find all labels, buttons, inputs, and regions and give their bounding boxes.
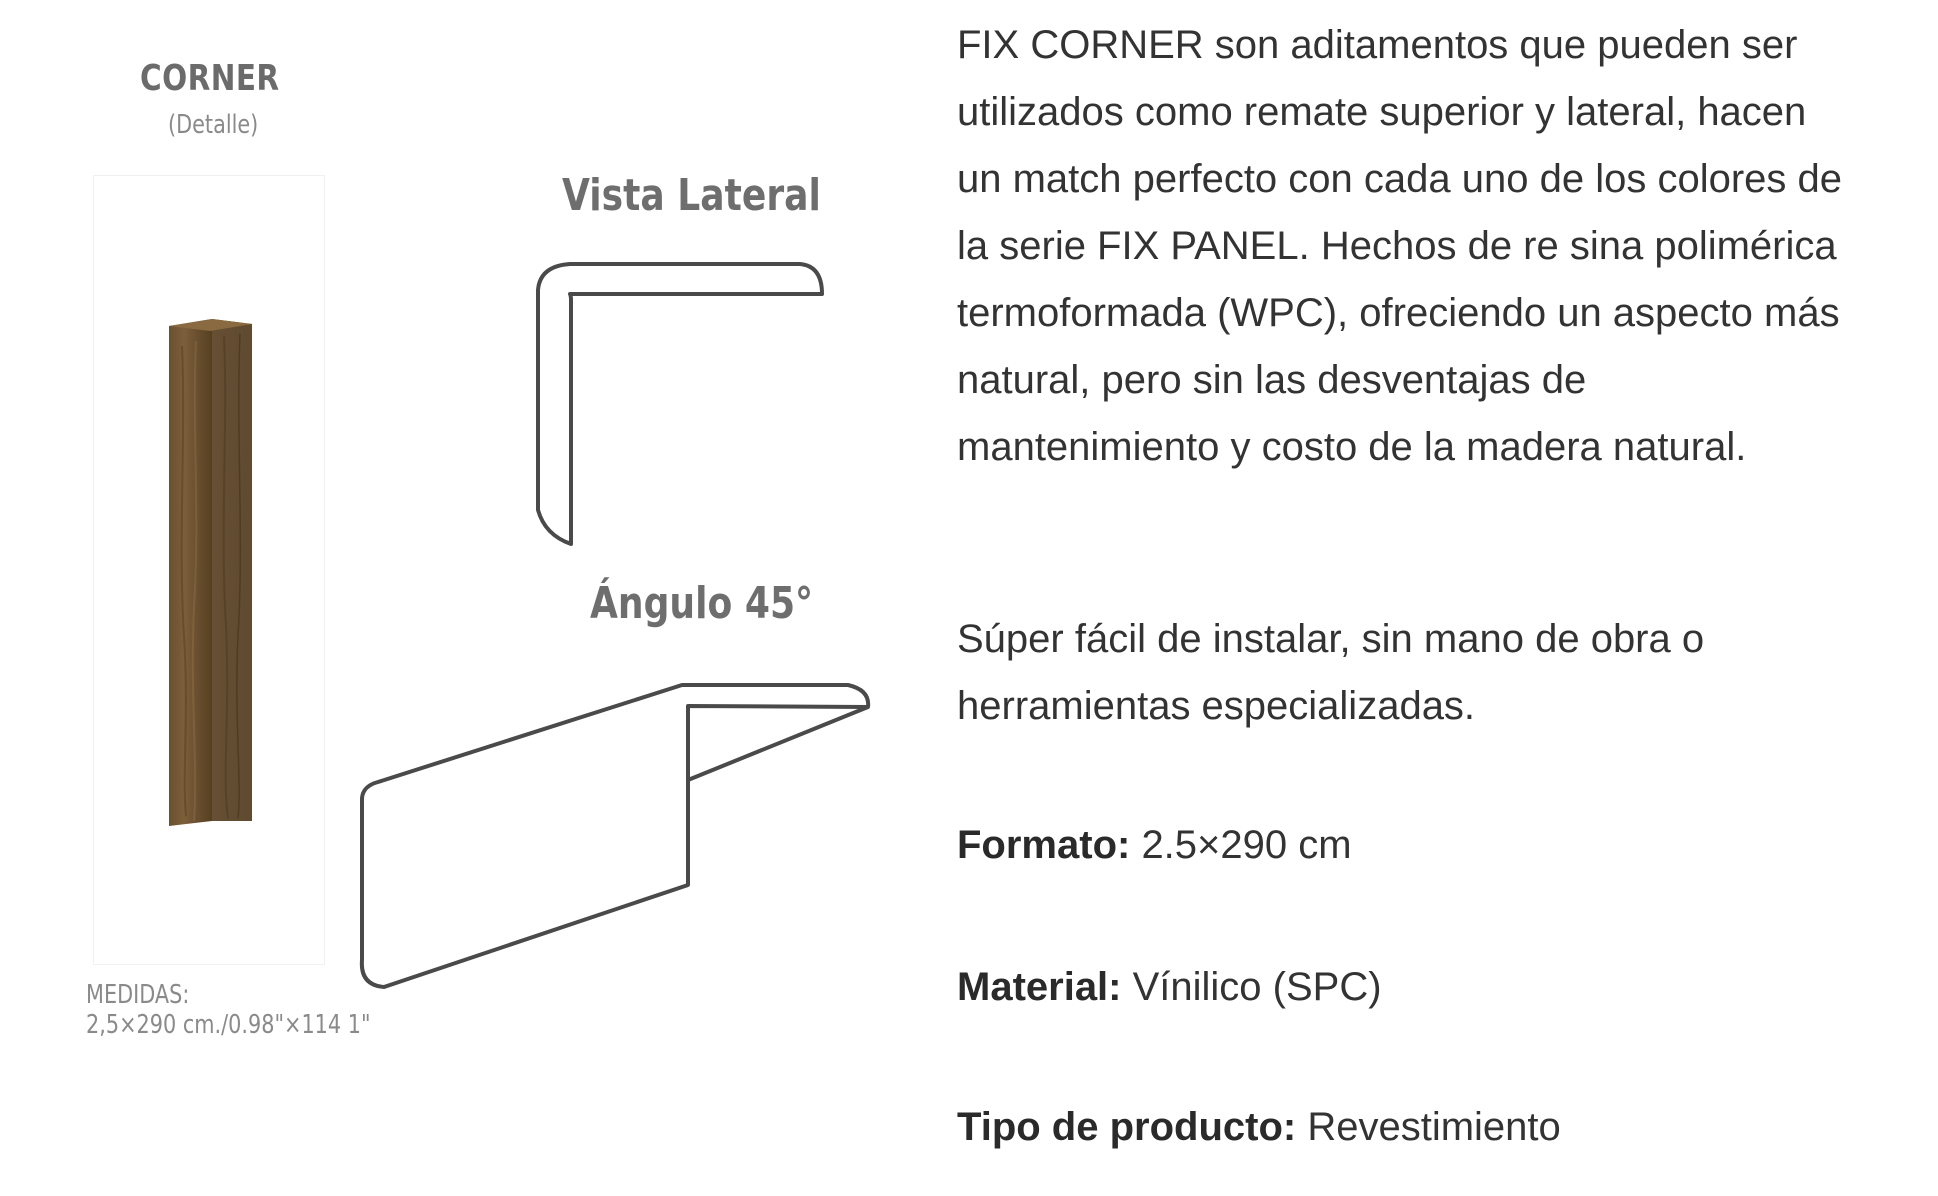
spec-format <box>957 823 1352 868</box>
spec-material-value: Vínilico (SPC) <box>1132 965 1382 1009</box>
installation-paragraph: Súper fácil de instalar, sin mano de obra o herramientas especializadas. <box>957 617 1705 728</box>
measures-label: MEDIDAS: <box>86 980 190 1010</box>
spec-type-value: Revestimiento <box>1307 1105 1561 1149</box>
angle-profile-drawing <box>362 685 868 987</box>
angle-view-label: Ángulo 45° <box>590 578 814 629</box>
lateral-view-label: Vista Lateral <box>562 170 821 221</box>
description-paragraph: FIX CORNER son aditamentos que pueden ser utilizados como remate superior y lateral, hacen un match perfecto con cada uno de los colores de la serie FIX PANEL. Hechos de re sina polimérica termoformada (WPC), ofreciendo un aspecto más natural, pero sin las desventajas de mantenimiento y costo de la madera natural. <box>957 23 1842 469</box>
spec-type-label: Tipo de producto: <box>957 1105 1308 1149</box>
spec-product-type <box>957 1105 1561 1150</box>
spec-material-label: Material: <box>957 965 1133 1009</box>
spec-format-value: 2.5×290 cm <box>1141 823 1352 867</box>
spec-format-label: Formato: <box>957 823 1142 867</box>
product-title: CORNER <box>140 58 280 99</box>
measures-value: 2,5×290 cm./0.98"×114 1" <box>86 1010 371 1040</box>
spec-material <box>957 965 1382 1010</box>
lateral-profile-drawing <box>538 264 822 544</box>
product-subtitle: (Detalle) <box>168 110 259 140</box>
